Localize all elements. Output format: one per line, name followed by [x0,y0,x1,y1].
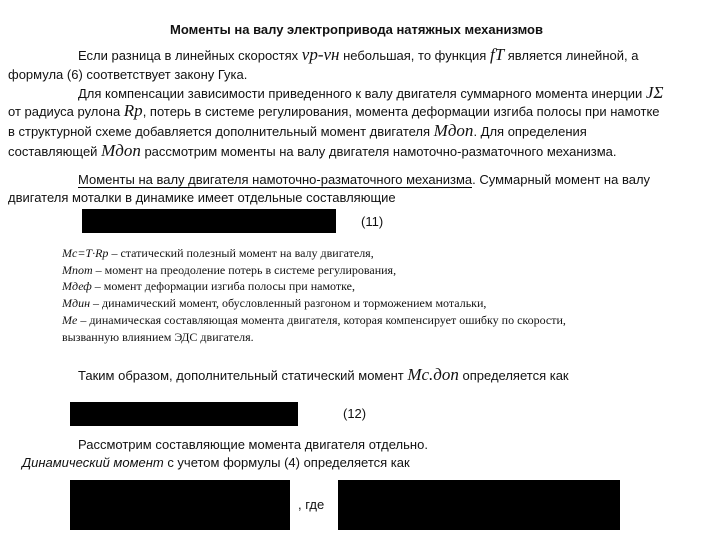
paragraph-2-line-3 [8,123,587,139]
p2-line4-b: рассмотрим моменты на валу двигателя намоточно-разматочного механизма. [140,144,617,159]
paragraph-4 [78,367,569,383]
equation-13-definitions-image [338,480,620,530]
equation-11-image [82,209,336,233]
velocity-diff: vр-vн [301,45,340,64]
p2-line2-a: от радиуса рулона [8,104,124,119]
paragraph-2-line-1 [78,85,664,101]
def-text-2: – момент на преодоление потерь в системе регулирования, [92,263,397,277]
def-symbol-4: Mдин [62,296,91,310]
p1-text-b: небольшая, то функция [339,48,490,63]
inertia-symbol: JΣ [645,83,664,102]
equation-12-number: (12) [343,406,367,421]
p2-line2-b: , потерь в системе регулирования, момента деформации изгиба полосы при намотке [142,104,660,119]
p2-line4-a: составляющей [8,144,102,159]
section-link[interactable]: Моменты на валу двигателя намоточно-разматочного механизма [78,172,473,187]
m-add-symbol-2: Mдоп [101,141,141,160]
paragraph-1-line-2: формула (6) соответствует закону Гука. [8,67,248,82]
paragraph-2-line-2 [8,103,660,119]
p1-text-a: Если разница в линейных скоростях [78,48,302,63]
where-label: , где [298,497,325,512]
def-text-1: – статический полезный момент на валу двигателя, [108,246,374,260]
definition-2 [62,262,396,278]
paragraph-3-line-2: двигателя моталки в динамике имеет отдельные составляющие [8,190,396,205]
definition-4 [62,295,486,311]
definition-5 [62,312,566,328]
def-text-4: – динамический момент, обусловленный разгоном и торможением мотальки, [90,296,487,310]
p5-rest: с учетом формулы (4) определяется как [163,455,410,470]
p5-italic: Динамический момент [22,455,164,470]
definition-6 [62,329,254,345]
paragraph-2-line-4 [8,143,617,159]
def-text-5: – динамическая составляющая момента двигателя, которая компенсирует ошибку по скорости, [77,313,566,327]
p2-line3-a: в структурной схеме добавляется дополнительный момент двигателя [8,124,434,139]
p4-text-a: Таким образом, дополнительный статический момент [78,368,408,383]
p2-line3-b: . Для определения [473,124,587,139]
p3-rest: . Суммарный момент на валу [472,172,651,187]
def-text-6: вызванную влиянием ЭДС двигателя. [62,330,254,344]
paragraph-1-line-1 [78,47,638,63]
equation-11-number: (11) [361,214,384,229]
p1-text-c: является линейной, а [504,48,639,63]
p2-text-a: Для компенсации зависимости приведенного к валу двигателя суммарного момента инерции [78,86,646,101]
page-title: Моменты на валу электропривода натяжных механизмов [170,22,543,37]
def-text-3: – момент деформации изгиба полосы при намотке, [91,279,355,293]
p4-text-b: определяется как [458,368,569,383]
def-symbol-3: Mдеф [62,279,92,293]
paragraph-3-line-1 [78,172,650,187]
def-symbol-5: Mе [62,313,78,327]
paragraph-5-line-1: Рассмотрим составляющие момента двигателя отдельно. [78,437,428,452]
def-symbol-2: Mпот [62,263,93,277]
function-f: fT [489,45,505,64]
definition-1 [62,245,374,261]
equation-12-image [70,402,298,426]
equation-13-image [70,480,290,530]
definition-3 [62,278,355,294]
paragraph-5-line-2 [22,455,410,470]
m-static-add-symbol: Mс.доп [407,365,459,384]
m-add-symbol: Mдоп [433,121,474,140]
radius-symbol: Rp [123,101,143,120]
def-symbol-1: Mc=T·Rp [62,246,109,260]
